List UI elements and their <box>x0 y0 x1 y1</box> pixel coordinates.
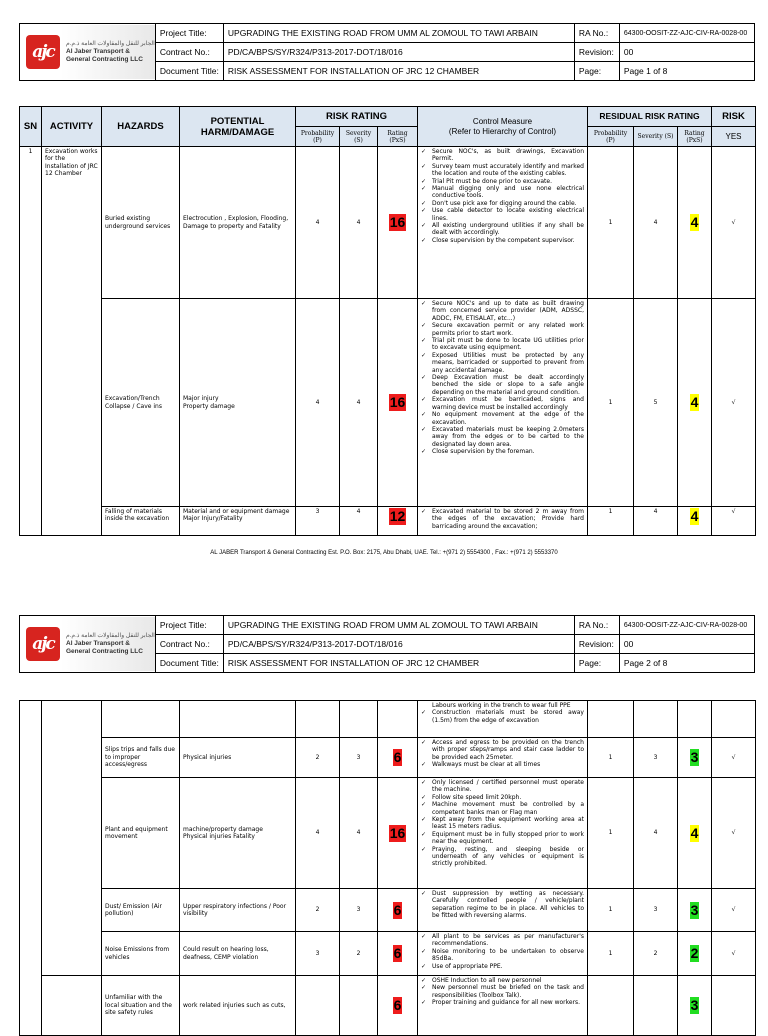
hazard-cell: Dust/ Emission (Air pollution) <box>102 889 180 932</box>
table-row <box>20 976 756 1036</box>
risk-rating-badge: 16 <box>389 214 406 230</box>
harm-cell: Material and or equipment damage Major Injury/Fatality <box>180 507 296 536</box>
control-measures: ✓ Secure NOC's, as built drawings, Excavation Permit. ✓ Survey team must accurately identify and marked the location and route of the existing cables. ✓ Trial Pit must be done prior to excavate. ✓ Manual digging only and use none electrical conductive tools. ✓ Don't use pick axe for digging around the cable. ✓ Use cable detector to locate existing electrical lines. ✓ All existing underground utilities if any shall be dealt with accordingly. ✓ Close supervision by the competent supervisor. <box>418 147 588 299</box>
hazard-cell: Plant and equipment movement <box>102 778 180 889</box>
residual-rating-badge: 2 <box>690 945 699 961</box>
col-risk-rating: RISK RATING <box>296 107 418 127</box>
residual-rating-badge: 4 <box>690 394 699 410</box>
document-title-label: Document Title: <box>155 62 223 81</box>
table-row: Dust/ Emission (Air pollution) Upper respiratory infections / Poor visibility 2 3 6 ✓ Dust suppression by wetting as necessary. Carefully controlled people / vehicle/plant separation regime to be in place. All vehicles to be fitted with reversing alarms. 1 3 3 √ <box>20 889 756 932</box>
page-number: Page 2 of 8 <box>619 654 754 673</box>
document-header-page2: ajc الجابر للنقل والمقاولات العامة ذ.م.م Al Jaber Transport & General Contracting LLC Project Title: UPGRADING THE EXISTING ROAD FROM UMM AL ZOMOUL TO TAWI ARBAIN RA No.: 64300-OOSIT-ZZ-AJC-CIV-RA-0028-00 Contract No.: PD/CA/BPS/SY/R324/P313-2017-DOT/18/016 Revision: 00 Document Title: RISK ASSESSMENT FOR INSTALLATION OF JRC 12 CHAMBER Page: Page 2 of 8 <box>19 615 755 673</box>
harm-cell: Physical injuries <box>180 738 296 778</box>
revision-label: Revision: <box>574 43 619 62</box>
col-hazards: HAZARDS <box>102 107 180 147</box>
control-measures: ✓ Dust suppression by wetting as necessary. Carefully controlled people / vehicle/plant separation regime to be in place. All vehicles to be fitted with reversing alarms. <box>418 889 588 932</box>
col-risk: RISK <box>712 107 756 127</box>
risk-rating-badge: 12 <box>389 508 406 524</box>
project-title-label: Project Title: <box>155 24 223 43</box>
table-row: Slips trips and falls due to improper access/egress Physical injuries 2 3 6 ✓ Access and egress to be provided on the trench with proper steps/ramps and stair case ladder to be provided each 25meter. ✓ Walkways must be clear at all times 1 3 3 √ <box>20 738 756 778</box>
risk-rating-badge: 6 <box>393 945 402 961</box>
table-row: Falling of materials inside the excavation Material and or equipment damage Major Injury/Fatality 3 4 12 ✓ Excavated material to be stored 2 m away from the edges of the excavation; Provide hard barricading around the excavation; 1 4 4 √ <box>20 507 756 536</box>
residual-rating-badge: 3 <box>690 901 699 918</box>
control-measures: ✓ Only licensed / certified personnel must operate the machine. ✓ Follow site speed limit 20kph. ✓ Machine movement must be controlled by a competent banks man or Flag man ✓ Kept away from the equipment working area at least 15 meters radius. ✓ Equipment must be in fully stopped prior to work near the equipment. ✓ Praying, resting, and sleeping beside or underneath of any vehicles or equipment is strictly prohibited. <box>418 778 588 889</box>
control-measures: ✓ Excavated material to be stored 2 m away from the edges of the excavation; Provide hard barricading around the excavation; <box>418 507 588 536</box>
residual-rating-badge: 4 <box>690 214 699 230</box>
table-row <box>20 701 756 738</box>
revision-value: 00 <box>619 43 754 62</box>
company-logo: ajc الجابر للنقل والمقاولات العامة ذ.م.م Al Jaber Transport & General Contracting LLC <box>20 24 156 81</box>
control-measures: ✓ Secure NOC's and up to date as built drawing from concerned service provider (ADM, ADSSC, ADDC, FM, ETISALAT, etc...) ✓ Secure excavation permit or any related work permits prior to start work. ✓ Trial pit must be done to locate UG utilities prior to excavate using equipment. ✓ Exposed Utilities must be protected by any means, barricaded or supported to prevent from any accidental damage. ✓ Deep Excavation must be dealt accordingly benched the side or slope to a safe angle depending on the material and ground condition. ✓ Excavation must be barricaded, signs and warning device must be installed accordingly ✓ No equipment movement at the edge of the excavation. ✓ Excavated materials must be keeping 2.0meters away from the edges or to be carted to the designated lay down area. ✓ Close supervision by the foreman. <box>418 299 588 507</box>
page-footer: AL JABER Transport & General Contracting Est. P.O. Box: 2175, Abu Dhabi, UAE. Tel.: +(971 2) 5554300 , Fax.: +(971 2) 5553370 <box>210 550 558 556</box>
control-measures: ✓ Access and egress to be provided on the trench with proper steps/ramps and stair case ladder to be provided each 25meter. ✓ Walkways must be clear at all times <box>418 738 588 778</box>
col-potential-harm: POTENTIAL HARM/DAMAGE <box>180 107 296 147</box>
risk-rating-badge: 16 <box>389 394 406 410</box>
table-row: 1 Excavation works for the Installation of JRC 12 Chamber Buried existing underground services Electrocution , Explosion, Flooding, Damage to property and Fatality 4 4 16 ✓ Secure NOC's, as built drawings, Excavation Permit. ✓ Survey team must accurately identify and marked the location and route of the existing cables. ✓ Trial Pit must be done prior to excavate. ✓ Manual digging only and use none electrical conductive tools. ✓ Don't use pick axe for digging around the cable. ✓ Use cable detector to locate existing electrical lines. ✓ All existing underground utilities if any shall be dealt with accordingly. ✓ Close supervision by the competent supervisor. 1 4 4 √ <box>20 147 756 299</box>
harm-cell: Could result on hearing loss, deafness, CEMP violation <box>180 932 296 976</box>
risk-assessment-table-page2 <box>19 700 756 1036</box>
residual-rating-badge: 4 <box>690 508 699 524</box>
control-measures: ✓ All plant to be services as per manufacturer's recommendations. ✓ Noise monitoring to be undertaken to observe 85dBa. ✓ Use of appropriate PPE. <box>418 932 588 976</box>
ajc-logo-icon: ajc <box>26 627 60 661</box>
residual-rating-badge: 3 <box>690 997 699 1013</box>
ra-number: 64300-OOSIT-ZZ-AJC-CIV-RA-0028-00 <box>619 24 754 43</box>
page-label: Page: <box>574 62 619 81</box>
table-row: Plant and equipment movement machine/property damage Physical injuries Fatality 4 4 16 ✓ Only licensed / certified personnel must operate the machine. ✓ Follow site speed limit 20kph. ✓ Machine movement must be controlled by a competent banks man or Flag man ✓ Kept away from the equipment working area at least 15 meters radius. ✓ Equipment must be in fully stopped prior to work near the equipment. ✓ Praying, resting, and sleeping beside or underneath of any vehicles or equipment is strictly prohibited. 1 4 4 √ <box>20 778 756 889</box>
residual-rating-badge: 3 <box>690 749 699 765</box>
col-sn: SN <box>20 107 42 147</box>
risk-rating-badge: 6 <box>393 997 402 1013</box>
project-title: UPGRADING THE EXISTING ROAD FROM UMM AL ZOMOUL TO TAWI ARBAIN <box>223 24 574 43</box>
harm-cell: Upper respiratory infections / Poor visibility <box>180 889 296 932</box>
risk-assessment-table-page1: SN ACTIVITY HAZARDS POTENTIAL HARM/DAMAGE RISK RATING Control Measure (Refer to Hierarchy of Control) RESIDUAL RISK RATING RISK Probability (P) Severity (S) Rating (PxS) Probability (P) Severity (S) Rating (PxS) YES 1 Excavation works for the Installation of JRC 12 Chamber Buried existing underground services Electrocution , Explosion, Flooding, Damage to property and Fatality 4 4 16 ✓ Secure NOC's, as built drawings, Excavation Permit. ✓ Survey team must accurately identify and marked the location and route of the existing cables. ✓ Trial Pit must be done prior to excavate. ✓ Manual digging only and use none electrical conductive tools. ✓ Don't use pick axe for digging around the cable. ✓ Use cable detector to locate existing electrical lines. ✓ All existing underground utilities if any shall be dealt with accordingly. ✓ Close supervision by the competent supervisor. 1 4 4 √ Excavation/Trench Collapse / Cave ins Major injury Property damage 4 4 16 ✓ Secure NOC's and up to date as built drawing from concerned service provider (ADM, ADSSC, ADDC, FM, ETISALAT, etc...) ✓ Secure excavation permit or any related work permits prior to start work. ✓ Trial pit must be done to locate UG utilities prior to excavate using equipment. ✓ Exposed Utilities must be protected by any means, barricaded or supported to prevent from any accidental damage. ✓ Deep Excavation must be dealt accordingly benched the side or slope to a safe angle depending on the material and ground condition. ✓ Excavation must be barricaded, signs and warning device must be installed accordingly ✓ No equipment movement at the edge of the excavation. ✓ Excavated materials must be keeping 2.0meters away from the edges or to be carted to the designated lay down area. ✓ Close supervision by the foreman. 1 5 4 √ Falling of materials inside the excavation Material and or equipment damage Major Injury/Fatality 3 4 12 ✓ Excavated material to be stored 2 m away from the edges of the excavation; Provide hard barricading around the excavation; 1 4 4 √ <box>19 106 756 536</box>
ra-label: RA No.: <box>574 24 619 43</box>
risk-rating-badge: 6 <box>393 749 402 765</box>
hazard-cell: Buried existing underground services <box>102 147 180 299</box>
contract-number: PD/CA/BPS/SY/R324/P313-2017-DOT/18/016 <box>223 43 574 62</box>
hazard-cell: Falling of materials inside the excavation <box>102 507 180 536</box>
table-row: Excavation/Trench Collapse / Cave ins Major injury Property damage 4 4 16 ✓ Secure NOC's and up to date as built drawing from concerned service provider (ADM, ADSSC, ADDC, FM, ETISALAT, etc...) ✓ Secure excavation permit or any related work permits prior to start work. ✓ Trial pit must be done to locate UG utilities prior to excavate using equipment. ✓ Exposed Utilities must be protected by any means, barricaded or supported to prevent from any accidental damage. ✓ Deep Excavation must be dealt accordingly benched the side or slope to a safe angle depending on the material and ground condition. ✓ Excavation must be barricaded, signs and warning device must be installed accordingly ✓ No equipment movement at the edge of the excavation. ✓ Excavated materials must be keeping 2.0meters away from the edges or to be carted to the designated lay down area. ✓ Close supervision by the foreman. 1 5 4 √ <box>20 299 756 507</box>
risk-rating-badge: 6 <box>393 901 402 918</box>
document-title: RISK ASSESSMENT FOR INSTALLATION OF JRC 12 CHAMBER <box>223 62 574 81</box>
control-measures: Labours working in the trench to wear full PPE ✓ Construction materials must be stored away (1.5m) from the edge of excavation <box>418 701 588 738</box>
residual-rating-badge: 4 <box>690 824 699 841</box>
col-activity: ACTIVITY <box>42 107 102 147</box>
harm-cell: Electrocution , Explosion, Flooding, Damage to property and Fatality <box>180 147 296 299</box>
hazard-cell: Unfamiliar with the local situation and the site safety rules <box>102 976 180 1036</box>
document-header-page1 <box>19 23 755 81</box>
harm-cell: Major injury Property damage <box>180 299 296 507</box>
hazard-cell: Noise Emissions from vehicles <box>102 932 180 976</box>
hazard-cell: Slips trips and falls due to improper access/egress <box>102 738 180 778</box>
control-measures: ✓ OSHE Induction to all new personnel ✓ New personnel must be briefed on the task and responsibilities (Toolbox Talk). ✓ Proper training and guidance for all new workers. <box>418 976 588 1036</box>
col-control-measure: Control Measure (Refer to Hierarchy of Control) <box>418 107 588 147</box>
contract-label: Contract No.: <box>155 43 223 62</box>
hazard-cell: Excavation/Trench Collapse / Cave ins <box>102 299 180 507</box>
harm-cell: machine/property damage Physical injuries Fatality <box>180 778 296 889</box>
page-number: Page 1 of 8 <box>619 62 754 81</box>
activity-cell: Excavation works for the Installation of JRC 12 Chamber <box>42 147 102 536</box>
risk-rating-badge: 16 <box>389 824 406 841</box>
ajc-logo-icon: ajc <box>26 35 60 69</box>
company-logo: ajc الجابر للنقل والمقاولات العامة ذ.م.م Al Jaber Transport & General Contracting LLC <box>20 616 156 673</box>
harm-cell: work related injuries such as cuts, <box>180 976 296 1036</box>
table-row: Noise Emissions from vehicles Could result on hearing loss, deafness, CEMP violation 3 2 6 ✓ All plant to be services as per manufacturer's recommendations. ✓ Noise monitoring to be undertaken to observe 85dBa. ✓ Use of appropriate PPE. 1 2 2 √ <box>20 932 756 976</box>
col-residual-risk: RESIDUAL RISK RATING <box>588 107 712 127</box>
